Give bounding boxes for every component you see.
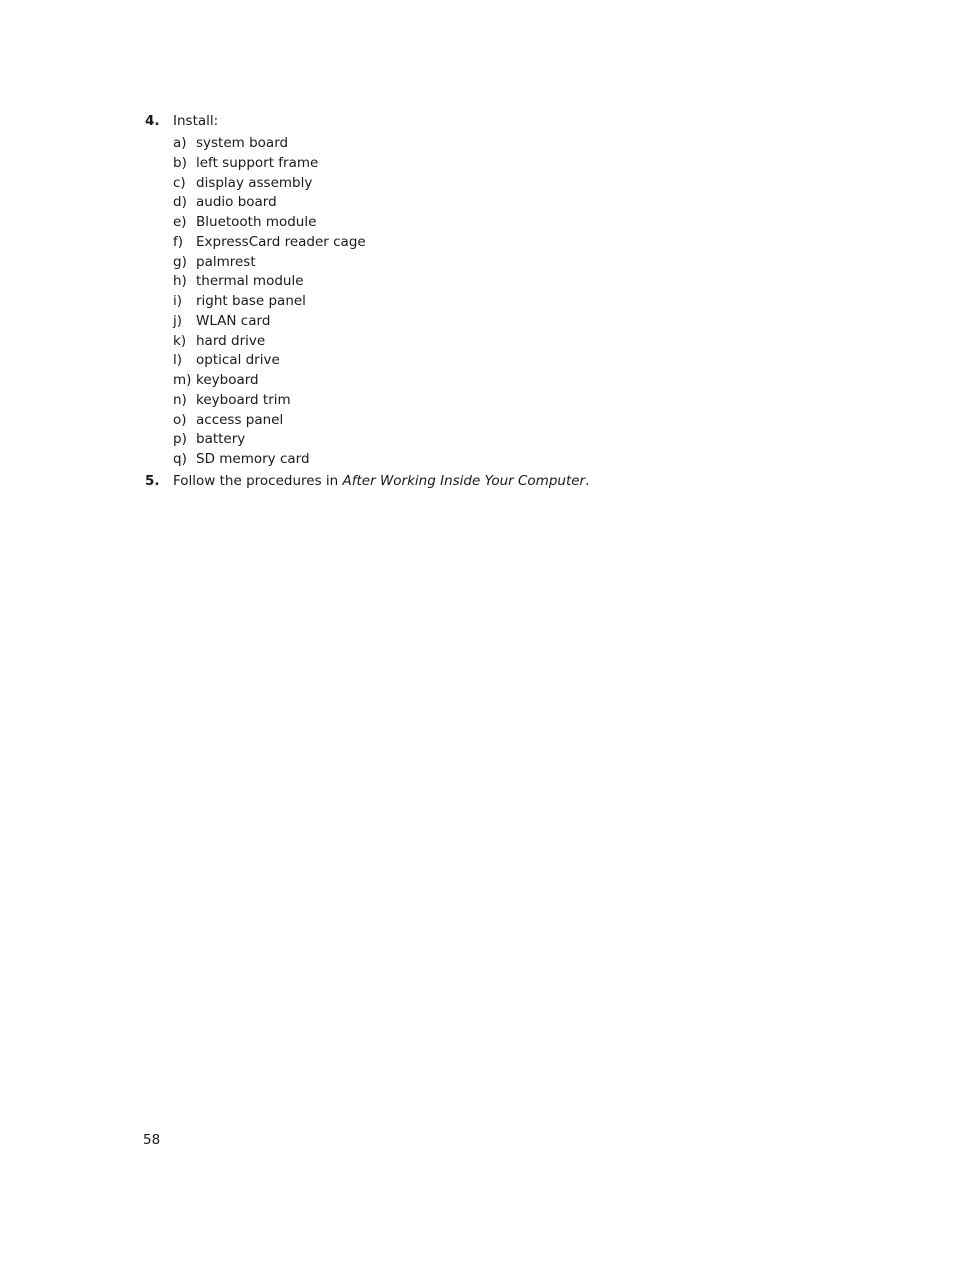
list-item-letter: j) bbox=[173, 312, 183, 329]
list-item-text: thermal module bbox=[196, 273, 304, 290]
step-5 bbox=[145, 472, 589, 491]
list-item-letter: q) bbox=[173, 451, 187, 467]
list-item bbox=[173, 450, 366, 470]
list-item-letter: d) bbox=[173, 194, 187, 211]
list-item-text: audio board bbox=[196, 194, 277, 211]
list-item-text: keyboard bbox=[196, 372, 259, 388]
list-item-letter: c) bbox=[173, 174, 186, 191]
list-item-letter: m) bbox=[173, 372, 192, 388]
list-item bbox=[173, 154, 366, 174]
page-number: 58 bbox=[143, 1132, 161, 1148]
list-item-text: hard drive bbox=[196, 332, 266, 349]
list-item-text: display assembly bbox=[196, 174, 313, 191]
step-text-after: . bbox=[585, 473, 590, 489]
list-item-text: keyboard trim bbox=[196, 391, 291, 408]
list-item bbox=[173, 411, 366, 431]
list-item-letter: h) bbox=[173, 273, 187, 290]
step-4 bbox=[145, 112, 218, 131]
list-item bbox=[173, 292, 366, 312]
list-item bbox=[173, 371, 366, 391]
list-item-letter: b) bbox=[173, 154, 187, 171]
list-item bbox=[173, 213, 366, 233]
list-item-letter: a) bbox=[173, 135, 187, 151]
list-item-letter: l) bbox=[173, 352, 183, 369]
list-item bbox=[173, 391, 366, 411]
step-text-emphasis: After Working Inside Your Computer bbox=[342, 473, 586, 489]
list-item-text: battery bbox=[196, 431, 246, 448]
install-sublist bbox=[173, 134, 366, 470]
list-item-text: ExpressCard reader cage bbox=[196, 233, 366, 250]
list-item-letter: n) bbox=[173, 391, 187, 408]
list-item-text: right base panel bbox=[196, 293, 306, 309]
step-number: 5. bbox=[145, 473, 160, 489]
list-item-text: access panel bbox=[196, 411, 284, 428]
list-item bbox=[173, 174, 366, 194]
list-item-text: left support frame bbox=[196, 154, 319, 171]
list-item-letter: o) bbox=[173, 411, 187, 428]
step-number: 4. bbox=[145, 113, 160, 129]
list-item-text: WLAN card bbox=[196, 312, 271, 329]
list-item bbox=[173, 430, 366, 450]
step-text bbox=[173, 472, 589, 491]
list-item bbox=[173, 253, 366, 273]
list-item-letter: g) bbox=[173, 253, 187, 270]
list-item-letter: e) bbox=[173, 214, 187, 230]
list-item-text: optical drive bbox=[196, 352, 280, 369]
list-item-text: Bluetooth module bbox=[196, 214, 317, 230]
list-item bbox=[173, 272, 366, 292]
list-item-letter: k) bbox=[173, 332, 187, 349]
step-text-before: Follow the procedures in bbox=[173, 473, 343, 489]
list-item-letter: f) bbox=[173, 233, 184, 250]
list-item-text: SD memory card bbox=[196, 451, 310, 467]
list-item bbox=[173, 233, 366, 253]
list-item bbox=[173, 134, 366, 154]
step-text: Install: bbox=[173, 113, 219, 129]
list-item bbox=[173, 312, 366, 332]
list-item-letter: p) bbox=[173, 431, 187, 448]
list-item bbox=[173, 332, 366, 352]
list-item bbox=[173, 351, 366, 371]
list-item-text: palmrest bbox=[196, 253, 256, 270]
list-item bbox=[173, 193, 366, 213]
list-item-text: system board bbox=[196, 135, 289, 151]
list-item-letter: i) bbox=[173, 293, 183, 309]
